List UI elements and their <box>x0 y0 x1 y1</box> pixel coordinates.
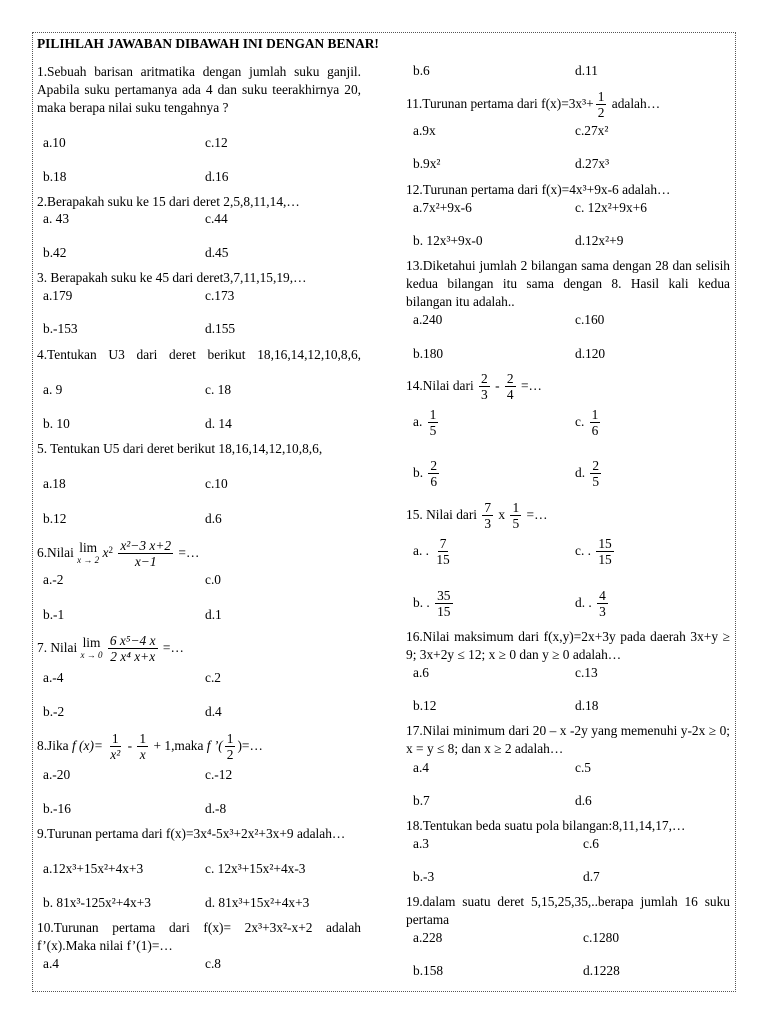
q15-d-num: 4 <box>599 588 606 604</box>
q14-a-num: 1 <box>429 407 437 423</box>
question-14-text <box>406 370 542 402</box>
q14-num-1: 2 <box>481 371 488 387</box>
q3-option-b[interactable]: b.-153 <box>43 321 78 336</box>
q15-a-fraction <box>434 536 451 567</box>
q15-den-1: 3 <box>484 516 492 532</box>
q6-exp: 2 <box>108 545 113 555</box>
q4-option-c[interactable]: c. 18 <box>205 382 232 397</box>
q10-option-a[interactable]: a.4 <box>43 956 59 971</box>
q11-option-d[interactable]: d.27x³ <box>575 156 610 171</box>
q14-d-label: d. <box>575 465 586 480</box>
q14-option-c[interactable] <box>575 406 602 438</box>
q5-option-a[interactable]: a.18 <box>43 476 66 491</box>
q13-option-c[interactable]: c.160 <box>575 312 605 327</box>
q14-den-2: 4 <box>506 387 514 403</box>
question-12-text: 12.Turunan pertama dari f(x)=4x³+9x-6 adalah… <box>406 182 671 197</box>
q15-den-2: 5 <box>512 516 520 532</box>
q14-c-fraction <box>590 407 601 438</box>
q9-option-d[interactable]: d. 81x³+15x²+4x+3 <box>205 895 310 910</box>
question-18-text: 18.Tentukan beda suatu pola bilangan:8,11,14,17,… <box>406 818 686 833</box>
q17-option-c[interactable]: c.5 <box>575 760 591 775</box>
q15-times: x <box>495 507 509 522</box>
q18-option-d[interactable]: d.7 <box>583 869 600 884</box>
q8-fraction-1 <box>108 731 122 762</box>
question-19-text: 19.dalam suatu deret 5,15,25,35,..berapa jumlah 16 suku pertama <box>406 894 730 927</box>
q14-num-2: 2 <box>506 371 514 387</box>
q14-d-den: 5 <box>592 474 600 490</box>
q14-c-num: 1 <box>591 407 599 423</box>
q5-option-d[interactable]: d.6 <box>205 511 222 526</box>
q7-lim-sub: x → 0 <box>80 649 103 660</box>
q11-option-b[interactable]: b.9x² <box>413 156 441 171</box>
q14-fraction-2 <box>505 371 516 402</box>
q8-fx: f (x)= <box>71 738 103 753</box>
question-15-text <box>406 499 547 531</box>
q6-option-b[interactable]: b.-1 <box>43 607 65 622</box>
q15-fraction-1 <box>482 500 493 531</box>
q1-option-d[interactable]: d.16 <box>205 169 229 184</box>
question-9-text: 9.Turunan pertama dari f(x)=3x⁴-5x³+2x²+3x+9 adalah… <box>37 826 346 841</box>
q4-option-d[interactable]: d. 14 <box>205 416 232 431</box>
q6-lim-sub: x → 2 <box>77 554 100 565</box>
q6-limit <box>77 539 100 566</box>
q8-mid: + 1,maka <box>150 738 207 753</box>
q15-d-den: 3 <box>599 604 606 620</box>
question-4-text <box>37 346 361 364</box>
q8-den-1: x² <box>110 747 121 763</box>
q11-option-a[interactable]: a.9x <box>413 123 436 138</box>
q14-d-fraction <box>590 458 601 489</box>
q15-c-fraction <box>596 536 613 567</box>
q19-option-b[interactable]: b.158 <box>413 963 444 978</box>
q7-fraction <box>108 633 158 664</box>
q6-denominator: x−1 <box>134 554 157 570</box>
q12-option-d[interactable]: d.12x²+9 <box>575 233 624 248</box>
q8-option-d[interactable]: d.-8 <box>205 801 227 816</box>
q10-option-d[interactable]: d.11 <box>575 63 598 78</box>
q17-option-d[interactable]: d.6 <box>575 793 592 808</box>
worksheet-heading: PILIHLAH JAWABAN DIBAWAH INI DENGAN BENAR! <box>37 36 379 51</box>
q15-b-fraction <box>435 588 452 619</box>
q14-b-fraction <box>428 458 439 489</box>
q6-prefix: 6.Nilai <box>37 545 78 560</box>
q15-a-label: a. . <box>413 543 429 558</box>
question-6-text <box>37 536 199 570</box>
q14-suffix: =… <box>517 378 542 393</box>
question-3-text: 3. Berapakah suku ke 45 dari deret3,7,11,15,19,… <box>37 270 307 285</box>
q8-fraction-3 <box>225 731 236 762</box>
q18-option-c[interactable]: c.6 <box>583 836 599 851</box>
q13-option-a[interactable]: a.240 <box>413 312 443 327</box>
q16-option-d[interactable]: d.18 <box>575 698 599 713</box>
q1-option-a[interactable]: a.10 <box>43 135 66 150</box>
q13-option-d[interactable]: d.120 <box>575 346 606 361</box>
q8-fprime: f ’( <box>206 738 223 753</box>
q10-option-c[interactable]: c.8 <box>205 956 221 971</box>
q6-option-d[interactable]: d.1 <box>205 607 222 622</box>
q19-option-c[interactable]: c.1280 <box>583 930 620 945</box>
q8-suffix: )=… <box>237 738 263 753</box>
q15-d-fraction <box>597 588 608 619</box>
q7-limit <box>80 634 103 661</box>
q15-prefix: 15. Nilai dari <box>406 507 481 522</box>
q9-option-b[interactable]: b. 81x³-125x²+4x+3 <box>43 895 151 910</box>
q15-num-1: 7 <box>484 500 492 516</box>
q7-lim-word: lim <box>82 634 101 650</box>
q6-lim-word: lim <box>79 539 98 555</box>
q8-option-b[interactable]: b.-16 <box>43 801 71 816</box>
q14-prefix: 14.Nilai dari <box>406 378 478 393</box>
q8-prefix: 8.Jika <box>37 738 72 753</box>
q8-minus: - <box>124 738 136 753</box>
q17-option-a[interactable]: a.4 <box>413 760 429 775</box>
q9-option-c[interactable]: c. 12x³+15x²+4x-3 <box>205 861 306 876</box>
q14-c-label: c. <box>575 414 585 429</box>
question-2-text: 2.Berapakah suku ke 15 dari deret 2,5,8,11,14,… <box>37 194 300 209</box>
question-1-text: 1.Sebuah barisan aritmatika dengan jumlah suku ganjil. Apabila suku pertamanya ada 4 dan suku teerakhirnya 20, maka berapa nilai suku tengahnya ? <box>37 64 361 115</box>
q1-option-b[interactable]: b.18 <box>43 169 67 184</box>
question-13-text: 13.Diketahui jumlah 2 bilangan sama dengan 28 dan selisih kedua bilangan itu sama dengan 8. Hasil kali kedua bilangan itu adalah.. <box>406 258 730 309</box>
q18-option-b[interactable]: b.-3 <box>413 869 435 884</box>
question-10-text: 10.Turunan pertama dari f(x)= 2x³+3x²-x+2 adalah f’(x).Maka nilai f’(1)=… <box>37 920 361 953</box>
q15-c-den: 15 <box>598 552 612 568</box>
q18-option-a[interactable]: a.3 <box>413 836 429 851</box>
q7-option-c[interactable]: c.2 <box>205 670 221 685</box>
q14-b-num: 2 <box>430 458 438 474</box>
q15-d-label: d. . <box>575 595 592 610</box>
q6-numerator: x²−3 x+2 <box>120 538 172 554</box>
q8-den-3: 2 <box>226 747 234 763</box>
q2-option-d[interactable]: d.45 <box>205 245 229 260</box>
q2-option-b[interactable]: b.42 <box>43 245 67 260</box>
q6-x: x <box>102 545 109 560</box>
q7-suffix: =… <box>159 640 184 655</box>
q15-suffix: =… <box>523 507 548 522</box>
q11-den: 2 <box>597 105 605 121</box>
q10-option-b[interactable]: b.6 <box>413 63 430 78</box>
q14-minus: - <box>491 378 503 393</box>
q14-c-den: 6 <box>591 423 599 439</box>
q6-option-a[interactable]: a.-2 <box>43 572 64 587</box>
q14-a-label: a. <box>413 414 423 429</box>
q7-numerator: 6 x⁵−4 x <box>109 633 156 649</box>
question-17-text: 17.Nilai minimum dari 20 – x -2y yang memenuhi y-2x ≥ 0; x = y ≤ 8; dan x ≥ 2 adalah… <box>406 723 730 756</box>
q11-prefix: 11.Turunan pertama dari f(x)=3x³+ <box>406 96 594 111</box>
q15-option-a[interactable] <box>413 535 454 567</box>
question-5-text: 5. Tentukan U5 dari deret berikut 18,16,14,12,10,8,6, <box>37 441 323 456</box>
q15-a-num: 7 <box>439 536 447 552</box>
q13-option-b[interactable]: b.180 <box>413 346 444 361</box>
q16-option-c[interactable]: c.13 <box>575 665 598 680</box>
question-4-label: 4.Tentukan U3 dari deret berikut 18,16,14,12,10,8,6, <box>37 347 361 362</box>
q4-option-a[interactable]: a. 9 <box>43 382 63 397</box>
q8-option-a[interactable]: a.-20 <box>43 767 71 782</box>
q7-option-b[interactable]: b.-2 <box>43 704 65 719</box>
q14-d-num: 2 <box>592 458 600 474</box>
q15-option-b[interactable] <box>413 587 455 619</box>
q14-option-a[interactable] <box>413 406 440 438</box>
q15-b-label: b. . <box>413 595 430 610</box>
q15-c-num: 15 <box>598 536 612 552</box>
q14-a-den: 5 <box>429 423 437 439</box>
q5-option-b[interactable]: b.12 <box>43 511 67 526</box>
q14-b-label: b. <box>413 465 424 480</box>
q4-option-b[interactable]: b. 10 <box>43 416 70 431</box>
question-11-text <box>406 88 660 120</box>
q3-option-d[interactable]: d.155 <box>205 321 236 336</box>
q16-option-b[interactable]: b.12 <box>413 698 437 713</box>
q3-option-a[interactable]: a.179 <box>43 288 73 303</box>
question-7-text <box>37 631 184 665</box>
q14-b-den: 6 <box>430 474 438 490</box>
q7-option-a[interactable]: a.-4 <box>43 670 64 685</box>
question-16-text: 16.Nilai maksimum dari f(x,y)=2x+3y pada daerah 3x+y ≥ 9; 3x+2y ≤ 12; x ≥ 0 dan y ≥ 0 adalah… <box>406 629 730 662</box>
q1-option-c[interactable]: c.12 <box>205 135 228 150</box>
worksheet <box>32 32 736 992</box>
q6-suffix: =… <box>175 545 200 560</box>
q15-num-2: 1 <box>512 500 520 516</box>
q5-option-c[interactable]: c.10 <box>205 476 228 491</box>
q8-option-c[interactable]: c.-12 <box>205 767 233 782</box>
q12-option-a[interactable]: a.7x²+9x-6 <box>413 200 472 215</box>
q16-option-a[interactable]: a.6 <box>413 665 429 680</box>
q12-option-b[interactable]: b. 12x³+9x-0 <box>413 233 483 248</box>
q7-denominator: 2 x⁴ x+x <box>110 649 156 665</box>
q14-fraction-1 <box>479 371 490 402</box>
q8-num-3: 1 <box>226 731 234 747</box>
q15-b-den: 15 <box>437 604 451 620</box>
q15-option-d[interactable] <box>575 587 610 619</box>
q14-a-fraction <box>428 407 439 438</box>
q2-option-a[interactable]: a. 43 <box>43 211 70 226</box>
q14-option-d[interactable] <box>575 457 603 489</box>
q11-num: 1 <box>597 89 605 105</box>
question-8-text <box>37 729 263 763</box>
q11-suffix: adalah… <box>608 96 661 111</box>
q2-option-c[interactable]: c.44 <box>205 211 228 226</box>
q14-den-1: 3 <box>481 387 488 403</box>
q15-c-label: c. . <box>575 543 591 558</box>
q8-fraction-2 <box>137 731 148 762</box>
q7-prefix: 7. Nilai <box>37 640 81 655</box>
q17-option-b[interactable]: b.7 <box>413 793 430 808</box>
q7-option-d[interactable]: d.4 <box>205 704 222 719</box>
q6-option-c[interactable]: c.0 <box>205 572 221 587</box>
q8-num-2: 1 <box>139 731 147 747</box>
q15-a-den: 15 <box>436 552 450 568</box>
q15-option-c[interactable] <box>575 535 616 567</box>
q19-option-a[interactable]: a.228 <box>413 930 443 945</box>
q19-option-d[interactable]: d.1228 <box>583 963 620 978</box>
q3-option-c[interactable]: c.173 <box>205 288 235 303</box>
q15-fraction-2 <box>510 500 521 531</box>
q8-num-1: 1 <box>111 731 119 747</box>
q9-option-a[interactable]: a.12x³+15x²+4x+3 <box>43 861 144 876</box>
q11-option-c[interactable]: c.27x² <box>575 123 609 138</box>
q15-b-num: 35 <box>437 588 451 604</box>
q6-fraction <box>118 538 173 569</box>
q14-option-b[interactable] <box>413 457 441 489</box>
q8-den-2: x <box>139 747 146 763</box>
q11-fraction <box>596 89 607 120</box>
q12-option-c[interactable]: c. 12x²+9x+6 <box>575 200 647 215</box>
